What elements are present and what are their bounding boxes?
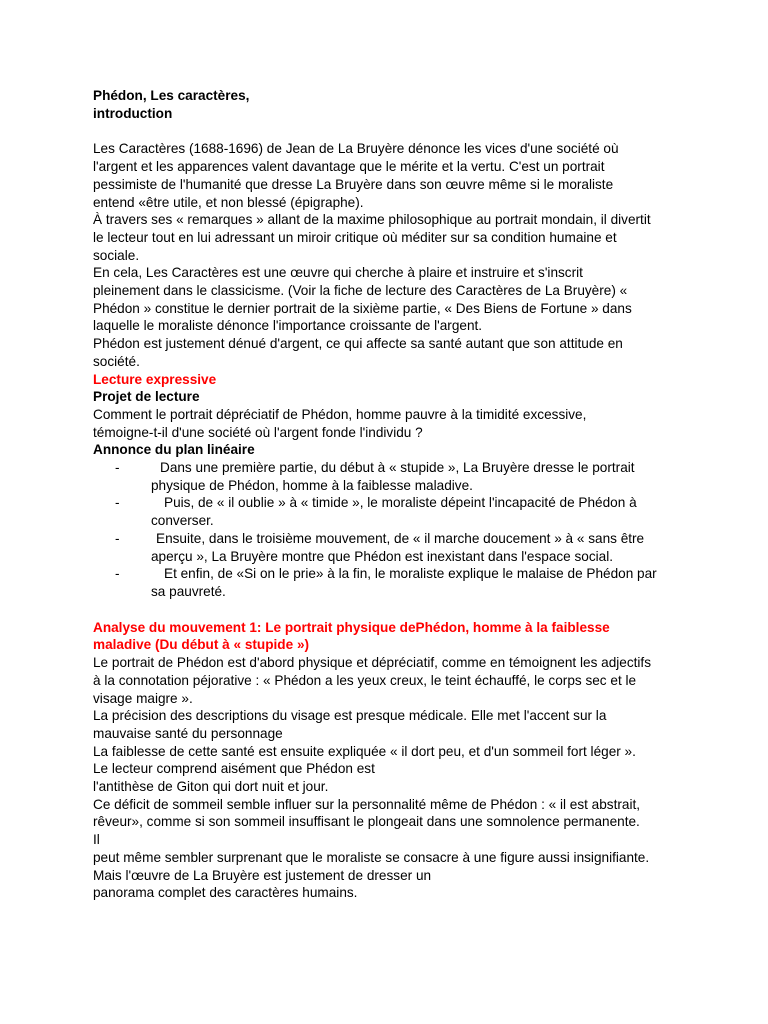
list-item [115,530,688,565]
analyse-line: visage maigre ». [93,690,193,706]
intro-line: pessimiste de l'humanité que dresse La Bruyère dans son œuvre même si le moraliste [93,176,614,192]
list-item-text: physique de Phédon, homme à la faiblesse maladive. [151,477,473,493]
doc-title-line-1: Phédon, Les caractères, [93,88,250,103]
intro-line: pleinement dans le classicisme. (Voir la fiche de lecture des Caractères de La Bruyère) « [93,283,628,299]
plan-list [93,459,688,601]
list-item-text: converser. [151,513,214,529]
dash-bullet: - [115,566,120,582]
projet-heading: Projet de lecture [93,389,200,405]
dash-bullet: - [115,495,120,511]
lecture-expressive-heading: Lecture expressive [93,371,217,387]
analyse-line: mauvaise santé du personnage [93,725,283,741]
intro-line: le lecteur tout en lui adressant un miroir critique où méditer sur sa condition humaine et [93,229,617,245]
analyse-heading-line-1: Analyse du mouvement 1: Le portrait physique dePhédon, homme à la faiblesse [93,619,610,635]
list-item-text: Puis, de « il oublie » à « timide », le moraliste dépeint l'incapacité de Phédon à [164,495,637,511]
intro-line: société. [93,353,140,369]
doc-title-line-2: introduction [93,105,173,121]
analyse-line: La précision des descriptions du visage est presque médicale. Elle met l'accent sur la [93,708,607,724]
list-item-text: Et enfin, de «Si on le prie» à la fin, le moraliste explique le malaise de Phédon par [164,566,657,582]
intro-line: À travers ses « remarques » allant de la maxime philosophique au portrait mondain, il divertit [93,212,651,228]
intro-line: laquelle le moraliste dénonce l'importance croissante de l'argent. [93,318,483,334]
analyse-line: rêveur», comme si son sommeil insuffisant le plongeait dans une somnolence permanente. [93,814,640,830]
intro-paragraph [93,140,688,370]
list-item [115,494,688,529]
analyse-line: Le lecteur comprend aisément que Phédon est [93,761,375,777]
analyse-line: La faiblesse de cette santé est ensuite expliquée « il dort peu, et d'un sommeil fort léger ». [93,743,636,759]
list-item-text: Dans une première partie, du début à « stupide », La Bruyère dresse le portrait [160,460,635,476]
list-item-text: Ensuite, dans le troisième mouvement, de « il marche doucement » à « sans être [156,530,645,546]
intro-line: sociale. [93,247,140,263]
annonce-heading: Annonce du plan linéaire [93,442,255,458]
analyse-line: l'antithèse de Giton qui dort nuit et jour. [93,779,329,795]
analyse-line: Mais l'œuvre de La Bruyère est justement de dresser un [93,867,432,883]
analyse-line: Ce déficit de sommeil semble influer sur la personnalité même de Phédon : « il est abstrait, [93,796,641,812]
analyse-line: à la connotation péjorative : « Phédon a les yeux creux, le teint échauffé, le corps sec et le [93,672,637,688]
projet-line: témoigne-t-il d'une société où l'argent fonde l'individu ? [93,424,423,440]
intro-line: Phédon » constitue le dernier portrait de la sixième partie, « Des Biens de Fortune » dans [93,300,632,316]
analyse-heading-line-2: maladive (Du début à « stupide ») [93,637,310,653]
intro-line: Phédon est justement dénué d'argent, ce qui affecte sa santé autant que son attitude en [93,336,623,352]
analyse-line: Le portrait de Phédon est d'abord physique et dépréciatif, comme en témoignent les adjectifs [93,655,652,671]
intro-line: En cela, Les Caractères est une œuvre qui cherche à plaire et instruire et s'inscrit [93,265,583,281]
list-item-text: sa pauvreté. [151,583,226,599]
dash-bullet: - [115,530,120,546]
projet-line: Comment le portrait dépréciatif de Phédon, homme pauvre à la timidité excessive, [93,406,587,422]
list-item [115,565,688,600]
intro-line: l'argent et les apparences valent davantage que le mérite et la vertu. C'est un portrait [93,159,605,175]
list-item [115,459,688,494]
analyse-line: peut même sembler surprenant que le moraliste se consacre à une figure aussi insignifiante. [93,849,650,865]
spacer [93,122,688,140]
intro-line: Les Caractères (1688-1696) de Jean de La Bruyère dénonce les vices d'une société où [93,141,619,157]
list-item-text: aperçu », La Bruyère montre que Phédon est inexistant dans l'espace social. [151,548,614,564]
analyse-paragraph [93,654,688,902]
analyse-line: panorama complet des caractères humains. [93,885,358,901]
spacer [93,601,688,619]
analyse-line: Il [93,832,100,848]
dash-bullet: - [115,460,120,476]
intro-line: entend «être utile, et non blessé (épigraphe). [93,194,364,210]
